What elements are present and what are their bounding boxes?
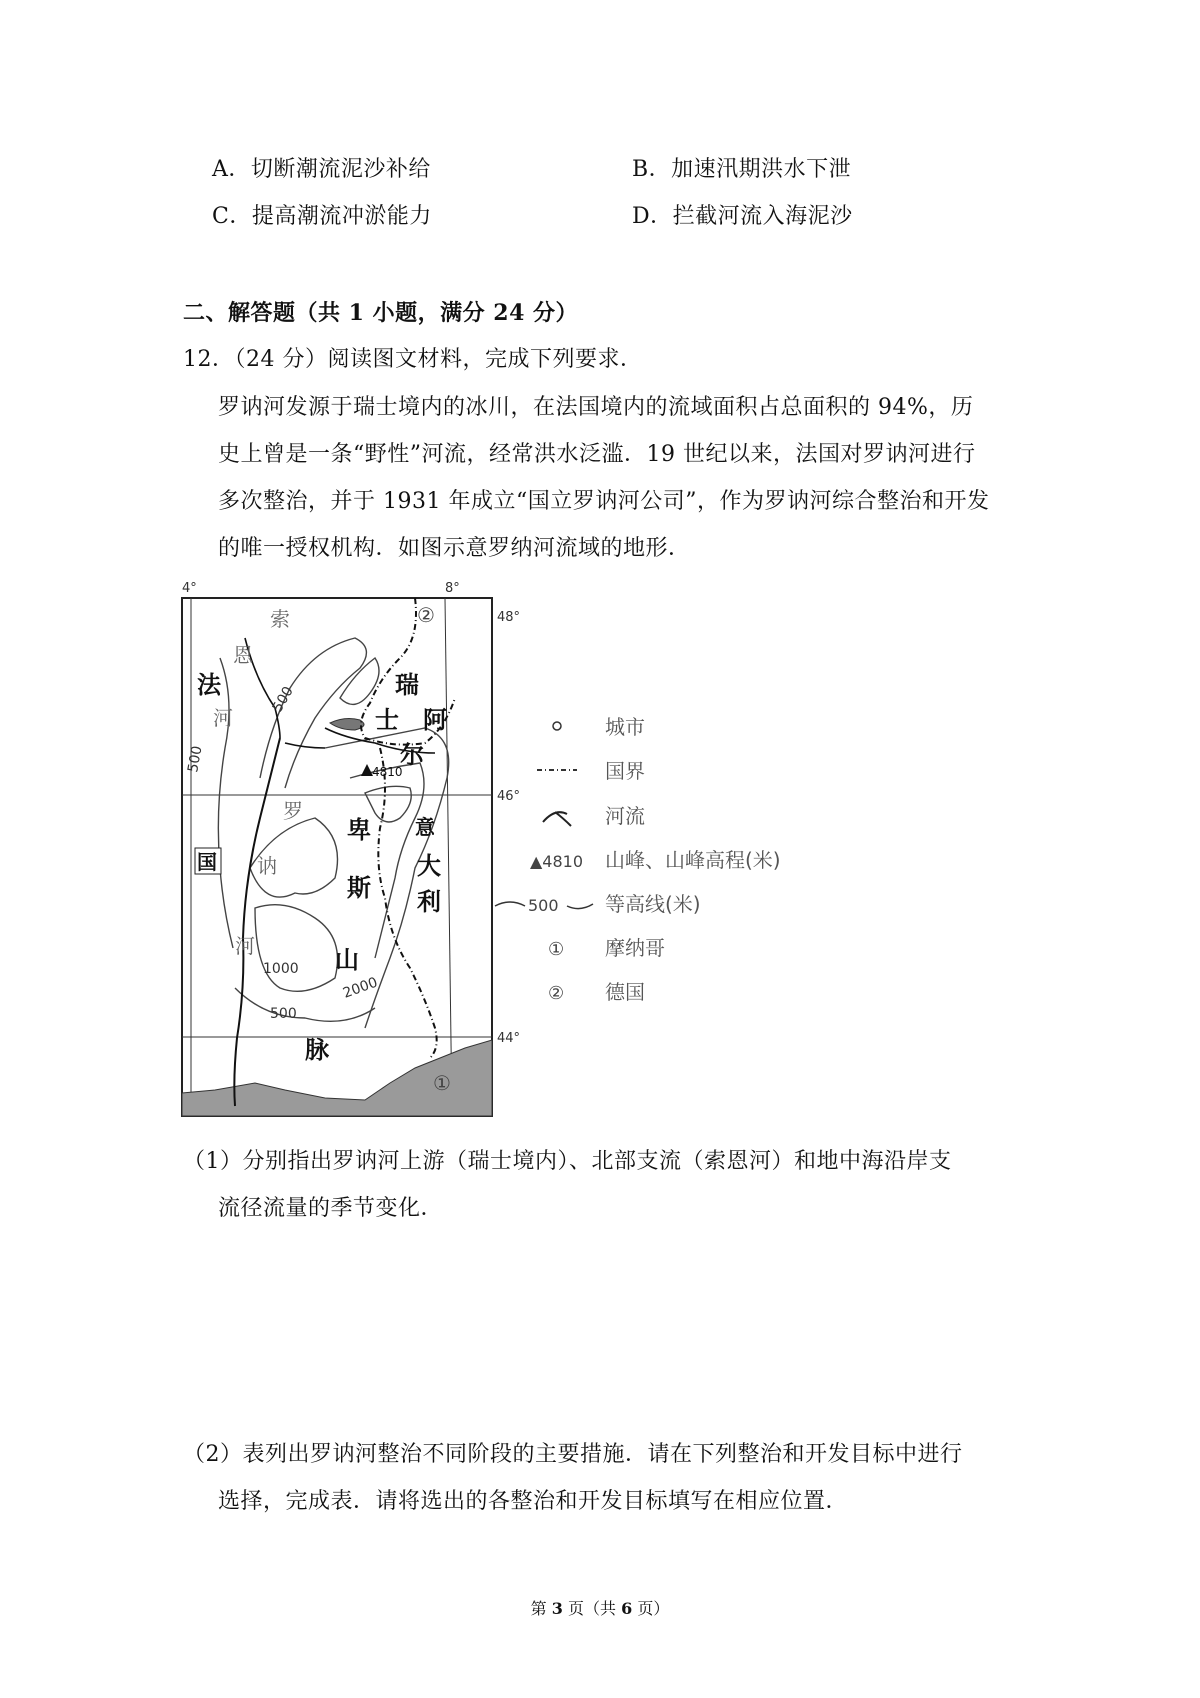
label-yi: 意 [415,815,435,839]
contour-label-3: 500 [270,1006,297,1022]
legend-germany-symbol: ② [548,983,565,1004]
legend-contour-value: 500 [528,896,559,915]
question-para-line-3: 多次整治，并于 1931 年成立“国立罗讷河公司”，作为罗讷河综合整治和开发 [218,489,990,514]
label-bei: 卑 [347,816,371,844]
contour-label-4: 1000 [263,961,299,977]
label-er: 尔 [400,741,424,769]
label-a: 阿 [423,706,447,734]
lat-label-44: 44° [497,1031,521,1046]
footer-mid: 页（共 [567,1599,616,1618]
option-a: A．切断潮流泥沙补给 [212,157,431,182]
map-legend [495,715,781,1004]
legend-contour-label: 等高线(米) [605,892,701,916]
legend-germany-label: 德国 [605,980,645,1004]
legend-border-label: 国界 [605,759,645,783]
marker-monaco: ① [433,1071,451,1095]
rhone-basin-map [175,578,1035,1133]
footer-page-number: 3 [551,1599,563,1618]
legend-peak-label: 山峰、山峰高程(米) [605,848,781,872]
subquestion-2-line-1: （2）表列出罗讷河整治不同阶段的主要措施．请在下列整治和开发目标中进行 [183,1442,963,1467]
lon-label-4: 4° [182,581,197,596]
label-si: 斯 [347,874,371,902]
legend-city-symbol [553,722,561,730]
label-li: 利 [417,888,441,916]
label-rui: 瑞 [395,671,419,699]
page-footer [0,1596,1200,1619]
lon-label-8: 8° [445,581,460,596]
lat-label-48: 48° [497,610,521,625]
question-para-line-1: 罗讷河发源于瑞士境内的冰川，在法国境内的流域面积占总面积的 94%，历 [218,395,974,420]
legend-city-label: 城市 [605,715,645,739]
lat-label-46: 46° [497,789,521,804]
legend-peak-symbol: ▲4810 [530,852,584,871]
legend-monaco-label: 摩纳哥 [605,936,665,960]
question-para-line-4: 的唯一授权机构．如图示意罗纳河流域的地形． [218,536,691,561]
label-en: 恩 [233,643,253,667]
label-da: 大 [417,852,441,880]
label-he1: 河 [213,706,233,730]
label-ne: 讷 [257,854,277,878]
legend-river-symbol [543,812,571,826]
footer-post: 页） [637,1599,670,1618]
section-title: 二、解答题（共 1 小题，满分 24 分） [183,300,579,326]
legend-river-label: 河流 [605,804,645,828]
footer-page-total: 6 [621,1599,633,1618]
marker-germany: ② [417,603,435,627]
subquestion-2-line-2: 选择，完成表．请将选出的各整治和开发目标填写在相应位置． [218,1489,849,1514]
label-guo: 国 [197,850,217,874]
label-sou: 索 [270,607,290,631]
label-mai: 脉 [305,1036,329,1064]
contour-label-5: 2000 [340,974,380,1002]
subquestion-1-line-2: 流径流量的季节变化． [218,1196,444,1221]
subquestion-1-line-1: （1）分别指出罗讷河上游（瑞士境内）、北部支流（索恩河）和地中海沿岸支 [183,1149,952,1174]
legend-monaco-symbol: ① [548,939,565,960]
label-he2: 河 [235,934,255,958]
label-shi: 士 [375,706,399,734]
label-fa: 法 [197,671,221,699]
option-c: C．提高潮流冲淤能力 [212,204,432,229]
label-luo: 罗 [283,799,303,823]
option-d: D．拦截河流入海泥沙 [632,204,853,229]
peak-label: 4810 [372,765,403,779]
label-shan: 山 [335,946,359,974]
contour-label-1: 500 [185,744,206,774]
contour-label-2: 500 [269,683,297,715]
question-para-line-2: 史上曾是一条“野性”河流，经常洪水泛滥．19 世纪以来，法国对罗讷河进行 [218,442,976,467]
option-b: B．加速汛期洪水下泄 [632,157,852,182]
footer-pre: 第 [530,1599,547,1618]
question-header: 12．（24 分）阅读图文材料，完成下列要求． [183,347,643,372]
